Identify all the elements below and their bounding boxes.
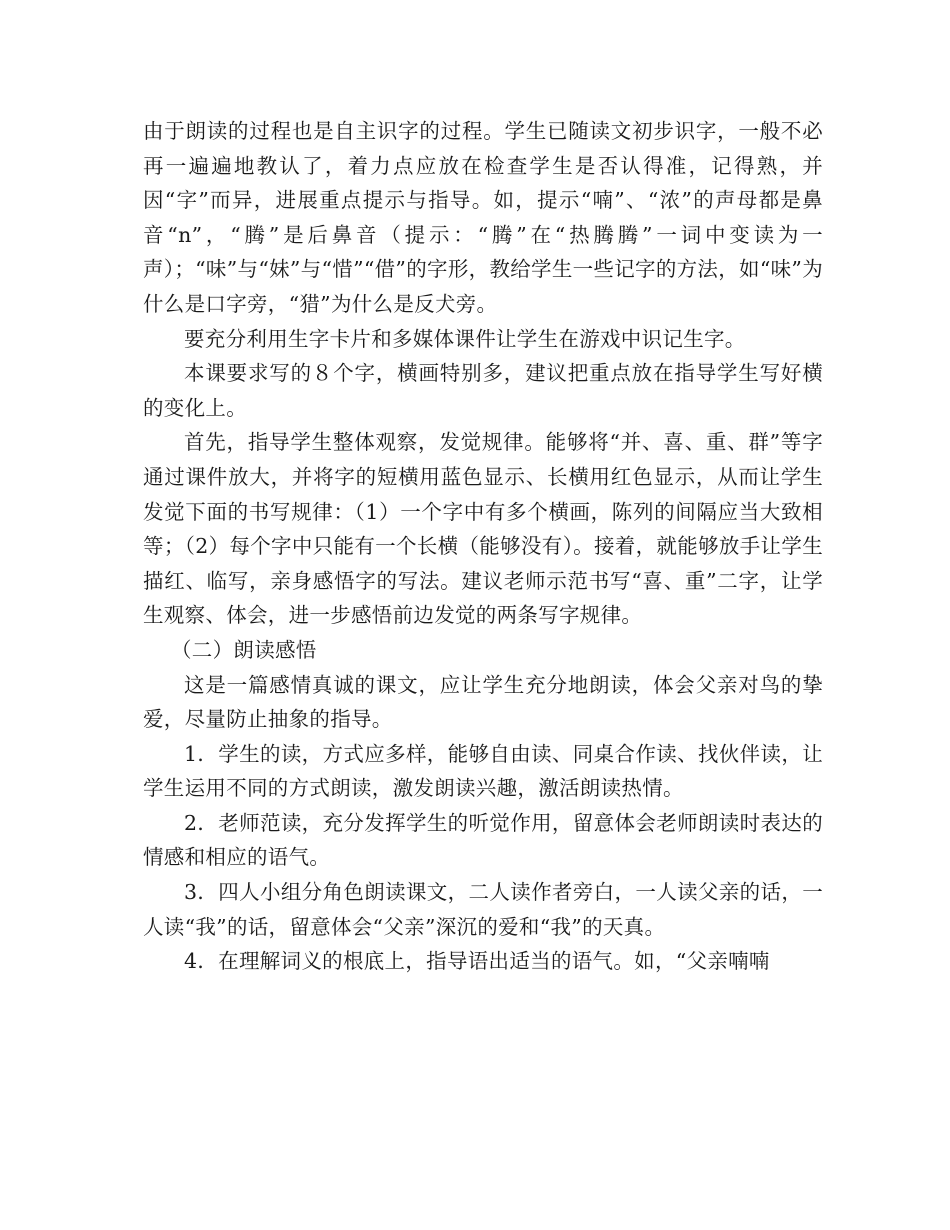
paragraph-writing-focus: 本课要求写的８个字，横画特别多，建议把重点放在指导学生写好横的变化上。: [143, 361, 823, 420]
list-item-3: 3．四人小组分角色朗读课文，二人读作者旁白，一人读父亲的话，一人读“我”的话，留意体会“父亲”深沉的爱和“我”的天真。: [143, 880, 823, 939]
list-item-1: 1．学生的读，方式应多样，能够自由读、同桌合作读、找伙伴读，让学生运用不同的方式朗读，激发朗读兴趣，激活朗读热情。: [143, 741, 823, 801]
paragraph-writing-rules: 首先，指导学生整体观察，发觉规律。能够将“并、喜、重、群”等字通过课件放大，并将字的短横用蓝色显示、长横用红色显示，从而让学生发觉下面的书写规律：（1）一个字中有多个横画，陈列的间隔应当大致相等；（2）每个字中只能有一个长横（能够没有）。接着，就能够放手让学生描红、临写，亲身感悟字的写法。建议老师示范书写“喜、重”二字，让学生观察、体会，进一步感悟前边发觉的两条写字规律。: [143, 430, 823, 628]
list-item-4: 4．在理解词义的根底上，指导语出适当的语气。如，“父亲喃喃: [184, 949, 770, 974]
paragraph-reading-intro: 这是一篇感情真诚的课文，应让学生充分地朗读，体会父亲对鸟的挚爱，尽量防止抽象的指导。: [143, 672, 823, 732]
section-heading-reading: （二）朗读感悟: [171, 637, 317, 662]
list-item-2: 2．老师范读，充分发挥学生的听觉作用，留意体会老师朗读时表达的情感和相应的语气。: [143, 810, 823, 870]
paragraph-continuation: 由于朗读的过程也是自主识字的过程。学生已随读文初步识字，一般不必再一遍遍地教认了，着力点应放在检查学生是否认得准，记得熟，并因“字”而异，进展重点提示与指导。如，提示“喃”、“浓”的声母都是鼻音“n”，“腾”是后鼻音（提示：“腾”在“热腾腾”一词中变读为一声）；“味”与“妹”与“惜”“借”的字形，教给学生一些记字的方法，如“味”为什么是口字旁，“猎”为什么是反犬旁。: [143, 119, 823, 316]
paragraph-flashcards: 要充分利用生字卡片和多媒体课件让学生在游戏中识记生字。: [184, 326, 746, 351]
document-body: [143, 114, 823, 979]
